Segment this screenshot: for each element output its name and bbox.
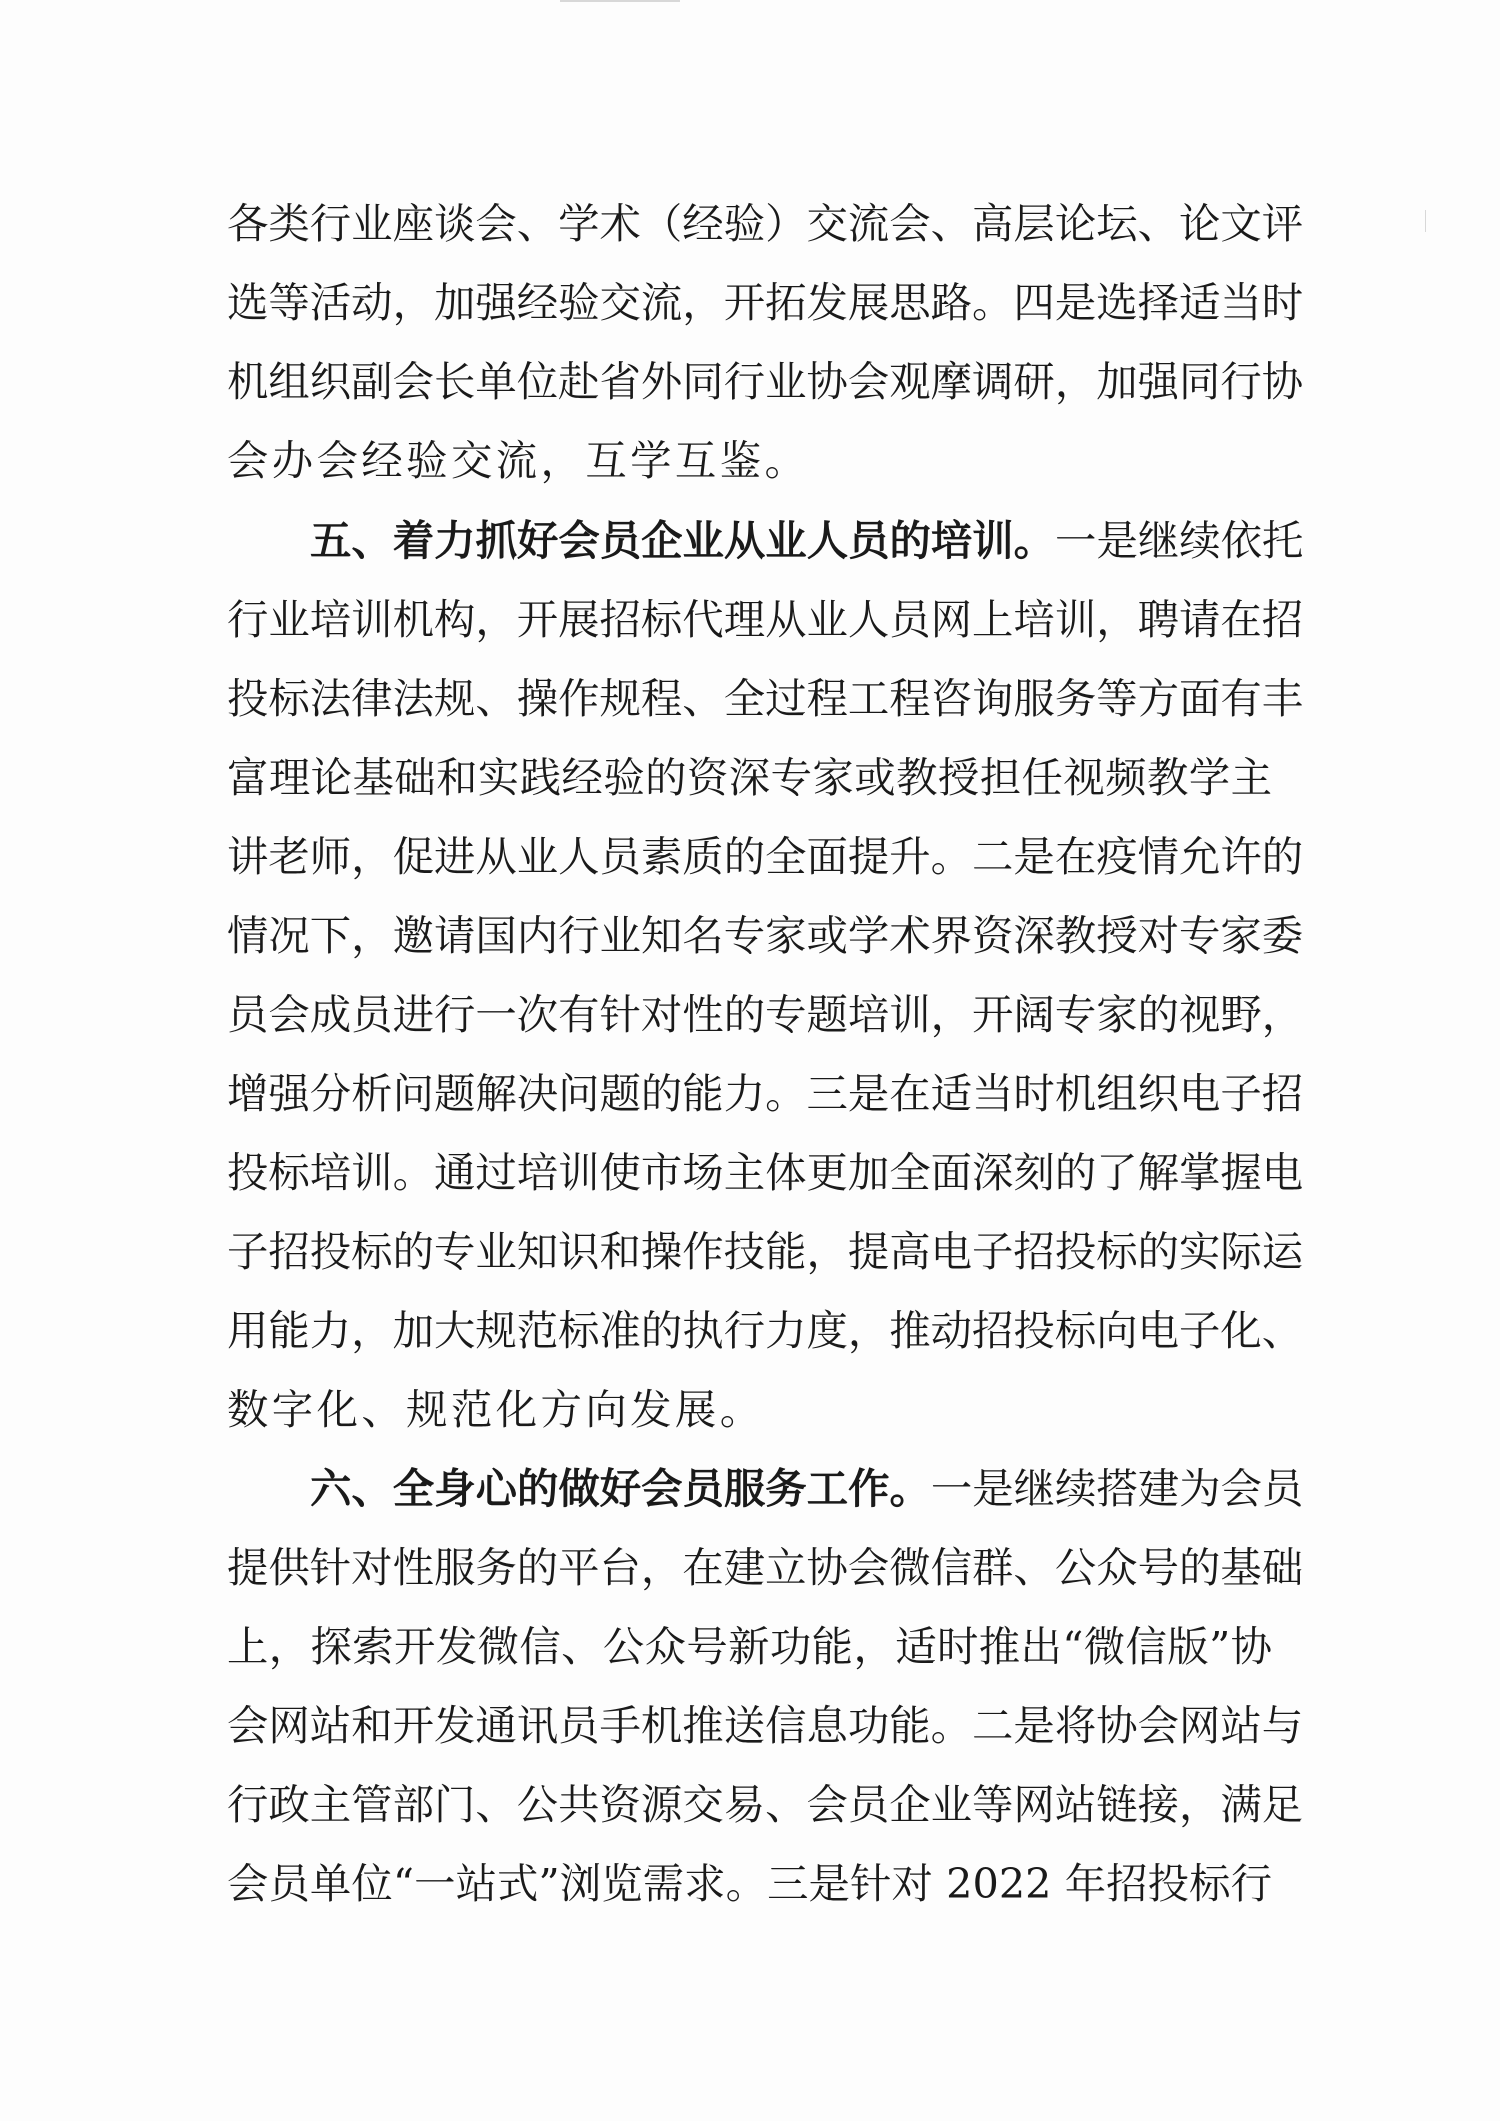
text-line: 选等活动，加强经验交流，开拓发展思路。四是选择适当时	[227, 279, 1304, 327]
text-line: 增强分析问题解决问题的能力。三是在适当时机组织电子招	[227, 1070, 1304, 1118]
text-line: 讲老师，促进从业人员素质的全面提升。二是在疫情允许的	[227, 833, 1304, 881]
section-6-heading: 六、全身心的做好会员服务工作。	[310, 1464, 931, 1513]
text-line: 行政主管部门、公共资源交易、会员企业等网站链接，满足	[227, 1781, 1304, 1829]
text-line: 子招投标的专业知识和操作技能，提高电子招投标的实际运	[227, 1228, 1304, 1276]
text-line: 员会成员进行一次有针对性的专题培训，开阔专家的视野，	[227, 991, 1304, 1039]
section-6-first-line	[310, 1456, 1304, 1522]
text-line: 富理论基础和实践经验的资深专家或教授担任视频教学主	[227, 754, 1272, 802]
text-line: 投标培训。通过培训使市场主体更加全面深刻的了解掌握电	[227, 1149, 1304, 1197]
section-6-first-line-text: 一是继续搭建为会员	[930, 1465, 1304, 1513]
text-line: 各类行业座谈会、学术（经验）交流会、高层论坛、论文评	[227, 200, 1304, 248]
section-5-heading: 五、着力抓好会员企业从业人员的培训。	[310, 516, 1056, 565]
section-5-first-line-text: 一是继续依托	[1055, 517, 1304, 565]
text-line: 机组织副会长单位赴省外同行业协会观摩调研，加强同行协	[227, 358, 1304, 406]
section-5-first-line	[310, 508, 1304, 574]
text-line: 投标法律法规、操作规程、全过程工程咨询服务等方面有丰	[227, 675, 1304, 723]
text-line: 上，探索开发微信、公众号新功能，适时推出“微信版”协	[227, 1623, 1272, 1671]
text-line: 会员单位“一站式”浏览需求。三是针对 2022 年招投标行	[227, 1860, 1272, 1908]
text-line: 数字化、规范化方向发展。	[227, 1386, 765, 1434]
text-line: 用能力，加大规范标准的执行力度，推动招投标向电子化、	[227, 1307, 1304, 1355]
text-line: 提供针对性服务的平台，在建立协会微信群、公众号的基础	[227, 1544, 1304, 1592]
scan-mark-right	[1425, 210, 1426, 232]
text-line: 行业培训机构，开展招标代理从业人员网上培训，聘请在招	[227, 596, 1304, 644]
text-line: 情况下，邀请国内行业知名专家或学术界资深教授对专家委	[227, 912, 1304, 960]
text-line: 会网站和开发通讯员手机推送信息功能。二是将协会网站与	[227, 1702, 1304, 1750]
text-line: 会办会经验交流，互学互鉴。	[227, 437, 810, 485]
scan-mark-top	[560, 0, 680, 2]
